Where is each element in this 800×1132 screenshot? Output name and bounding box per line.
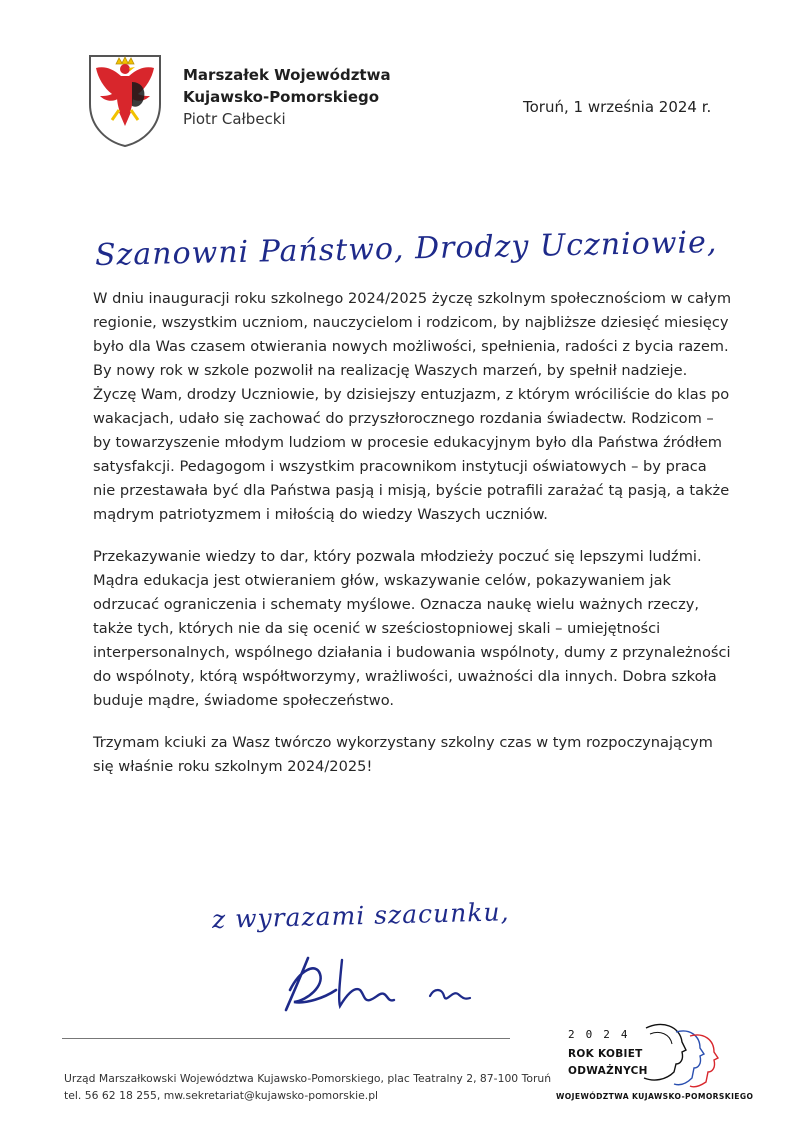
footer [64, 1070, 551, 1104]
paragraph-2: Przekazywanie wiedzy to dar, który pozwala młodzieży poczuć się lepszymi ludźmi. Mądra edukacja jest otwieraniem głów, wskazywanie celów, pokazywaniem jak odrzucać ograniczenia i schematy myślowe. Oznacza naukę wielu ważnych rzeczy, także tych, których nie da się ocenić w sześciostopniowej skali – umiejętności interpersonalnych, wspólnego działania i budowania wspólnoty, dumy z przynależności do wspólnoty, którą współtworzymy, wrażliwości, uważności dla innych. Dobra szkoła buduje mądre, świadome społeczeństwo. [93, 548, 731, 709]
paragraph-3: Trzymam kciuki za Wasz twórczo wykorzystany szkolny czas w tym rozpoczynającym się właśnie roku szkolnym 2024/2025! [93, 734, 713, 775]
sender-title-line2: Kujawsko-Pomorskiego [183, 88, 380, 106]
paragraph-1: W dniu inauguracji roku szkolnego 2024/2025 życzę szkolnym społecznościom w całym regionie, wszystkim uczniom, nauczycielom i rodzicom, by najbliższe dziesięć miesięcy było dla Was czasem otwierania nowych możliwości, spełnienia, radości z bycia razem. By nowy rok w szkole pozwolił na realizację Waszych marzeń, by spełnił nadzieje. Życzę Wam, drodzy Uczniowie, by dzisiejszy entuzjazm, z którym wróciliście do klas po wakacjach, udało się zachować do przyszłorocznego rozdania świadectw. Rodzicom – by towarzyszenie młodym ludziom w procesie edukacyjnym było dla Państwa źródłem satysfakcji. Pedagogom i wszystkim pracownikom instytucji oświatowych – by praca nie przestawała być dla Państwa pasją i misją, byście potrafili zarażać tą pasją, a także mądrym patriotyzmem i miłością do wiedzy Waszych uczniów. [93, 290, 732, 523]
campaign-line2: ODWAŻNYCH [568, 1065, 648, 1077]
handwritten-closing: z wyrazami szacunku, [211, 897, 510, 934]
campaign-year: 2024 [568, 1028, 639, 1041]
women-profiles-icon [636, 1020, 726, 1090]
letter-body [93, 287, 733, 797]
handwritten-signature [280, 950, 480, 1020]
coat-of-arms-icon [86, 52, 164, 148]
footer-divider [62, 1038, 510, 1039]
handwritten-salutation: Szanowni Państwo, Drodzy Uczniowie, [94, 224, 718, 273]
campaign-line1: ROK KOBIET [568, 1048, 643, 1060]
sender-name: Piotr Całbecki [183, 110, 286, 128]
letter-date: Toruń, 1 września 2024 r. [523, 98, 712, 116]
sender-block [183, 64, 391, 130]
sender-title-line1: Marszałek Województwa [183, 66, 391, 84]
campaign-line3: WOJEWÓDZTWA KUJAWSKO-POMORSKIEGO [556, 1092, 754, 1101]
footer-contact: tel. 56 62 18 255, mw.sekretariat@kujawsko-pomorskie.pl [64, 1089, 379, 1102]
footer-address: Urząd Marszałkowski Województwa Kujawsko-Pomorskiego, plac Teatralny 2, 87-100 Toruń [64, 1072, 552, 1085]
campaign-logo [556, 1028, 754, 1108]
